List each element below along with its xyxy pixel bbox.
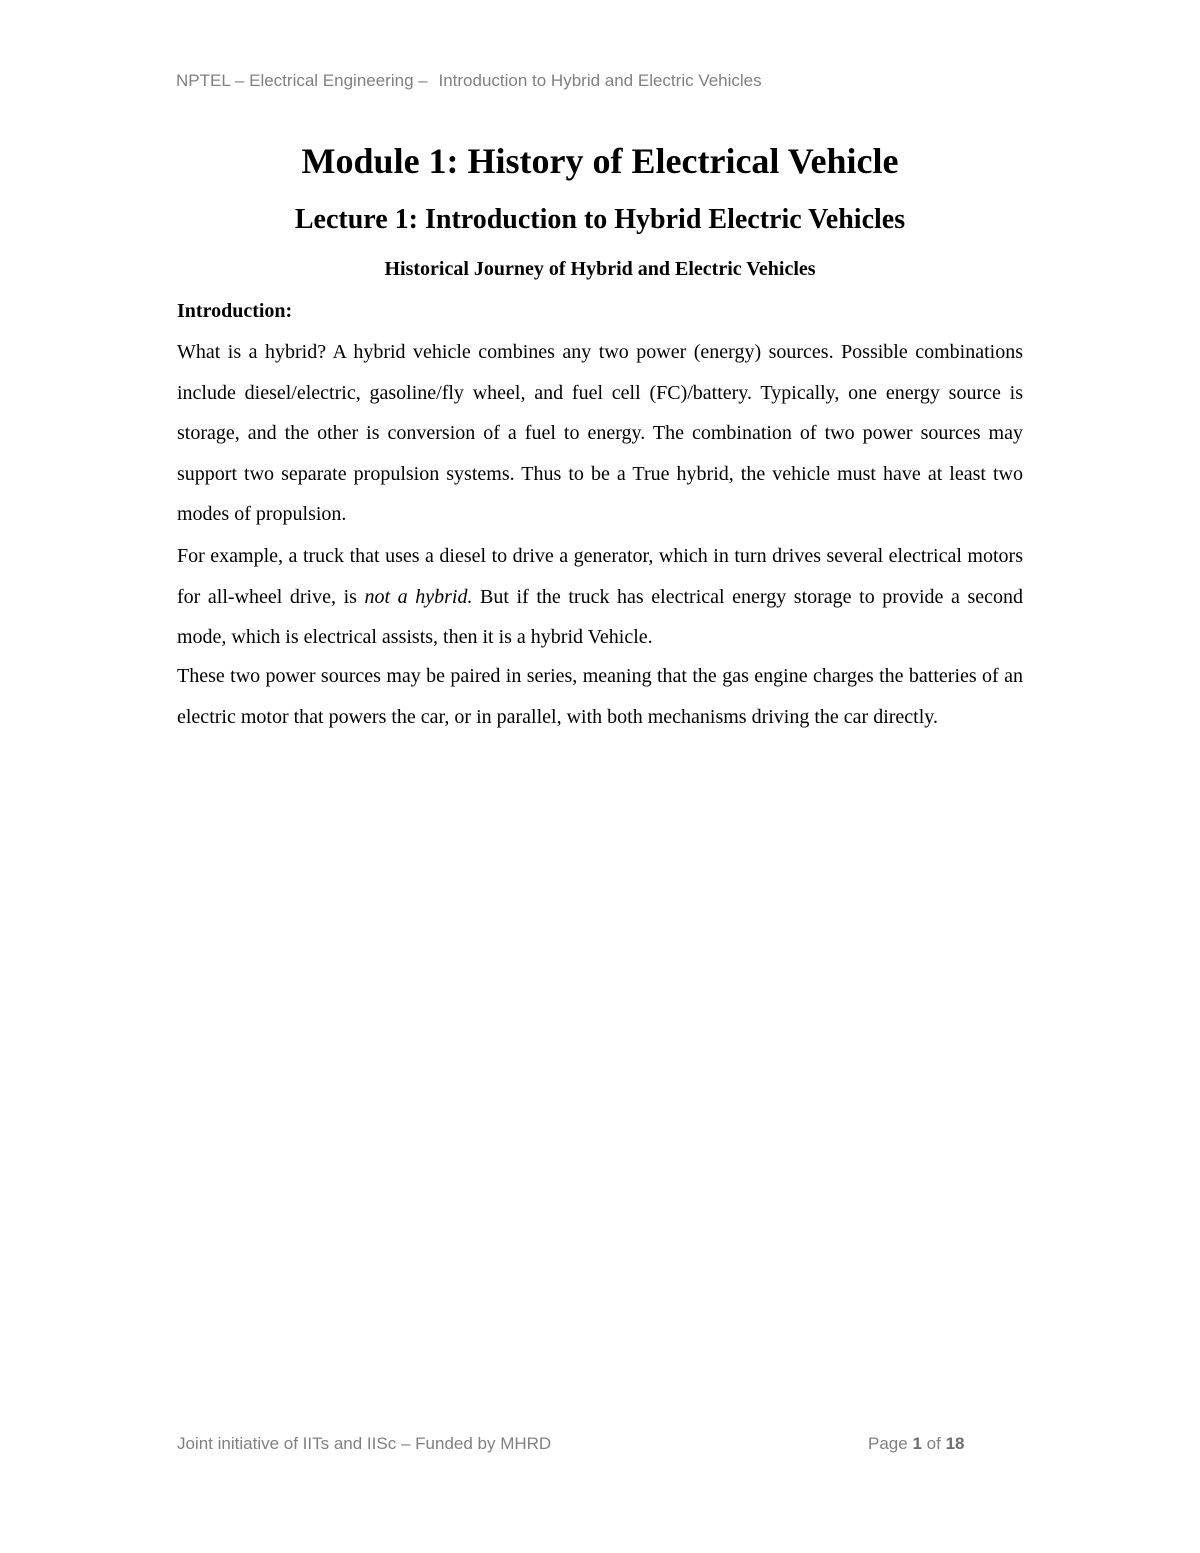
footer-initiative: [177, 1434, 551, 1454]
header-separator: –: [418, 71, 428, 90]
intro-paragraph-3: These two power sources may be paired in series, meaning that the gas engine charges the batteries of an electric motor that powers the car, or in parallel, with both mechanisms driving the car directly.: [177, 665, 1023, 728]
footer-funding: Funded by MHRD: [415, 1434, 552, 1453]
paragraph-2-text-end: But if the truck has electrical energy storage to provide a second mode, which is electrical assists, then it is a hybrid Vehicle.: [177, 585, 1023, 649]
page-total: 18: [945, 1434, 965, 1453]
header-org: NPTEL: [176, 71, 231, 90]
paragraph-2-emphasis: not a hybrid.: [364, 585, 473, 608]
intro-paragraph-1: What is a hybrid? A hybrid vehicle combines any two power (energy) sources. Possible combinations include diesel/electric, gasoline/fly wheel, and fuel cell (FC)/battery. Typically, one energy source is storage, and the other is conversion of a fuel to energy. The combination of two power sources may support two separate propulsion systems. Thus to be a True hybrid, the vehicle must have at least two modes of propulsion.: [177, 341, 1023, 526]
page-number: 1: [912, 1434, 922, 1453]
page-label: Page: [868, 1434, 908, 1453]
running-header: [176, 71, 762, 91]
module-title: Module 1: History of Electrical Vehicle: [301, 141, 899, 181]
header-separator: –: [234, 71, 245, 90]
footer-initiative-text: Joint initiative of IITs and IISc: [177, 1434, 397, 1453]
intro-heading: Introduction:: [177, 300, 293, 322]
paragraph-2-text-start: For example, a truck that uses a diesel to drive a generator, which in turn drives several electrical motors for all-wheel drive, is: [177, 545, 1023, 608]
page-indicator: [868, 1434, 964, 1454]
header-course: Introduction to Hybrid and Electric Vehicles: [438, 71, 762, 90]
footer-separator: –: [400, 1434, 411, 1453]
page-of: of: [926, 1434, 941, 1453]
lecture-title: Lecture 1: Introduction to Hybrid Electric Vehicles: [294, 204, 906, 235]
section-title: Historical Journey of Hybrid and Electric Vehicles: [384, 258, 816, 280]
header-department: Electrical Engineering: [249, 71, 414, 90]
intro-paragraph-2: [177, 536, 1023, 658]
